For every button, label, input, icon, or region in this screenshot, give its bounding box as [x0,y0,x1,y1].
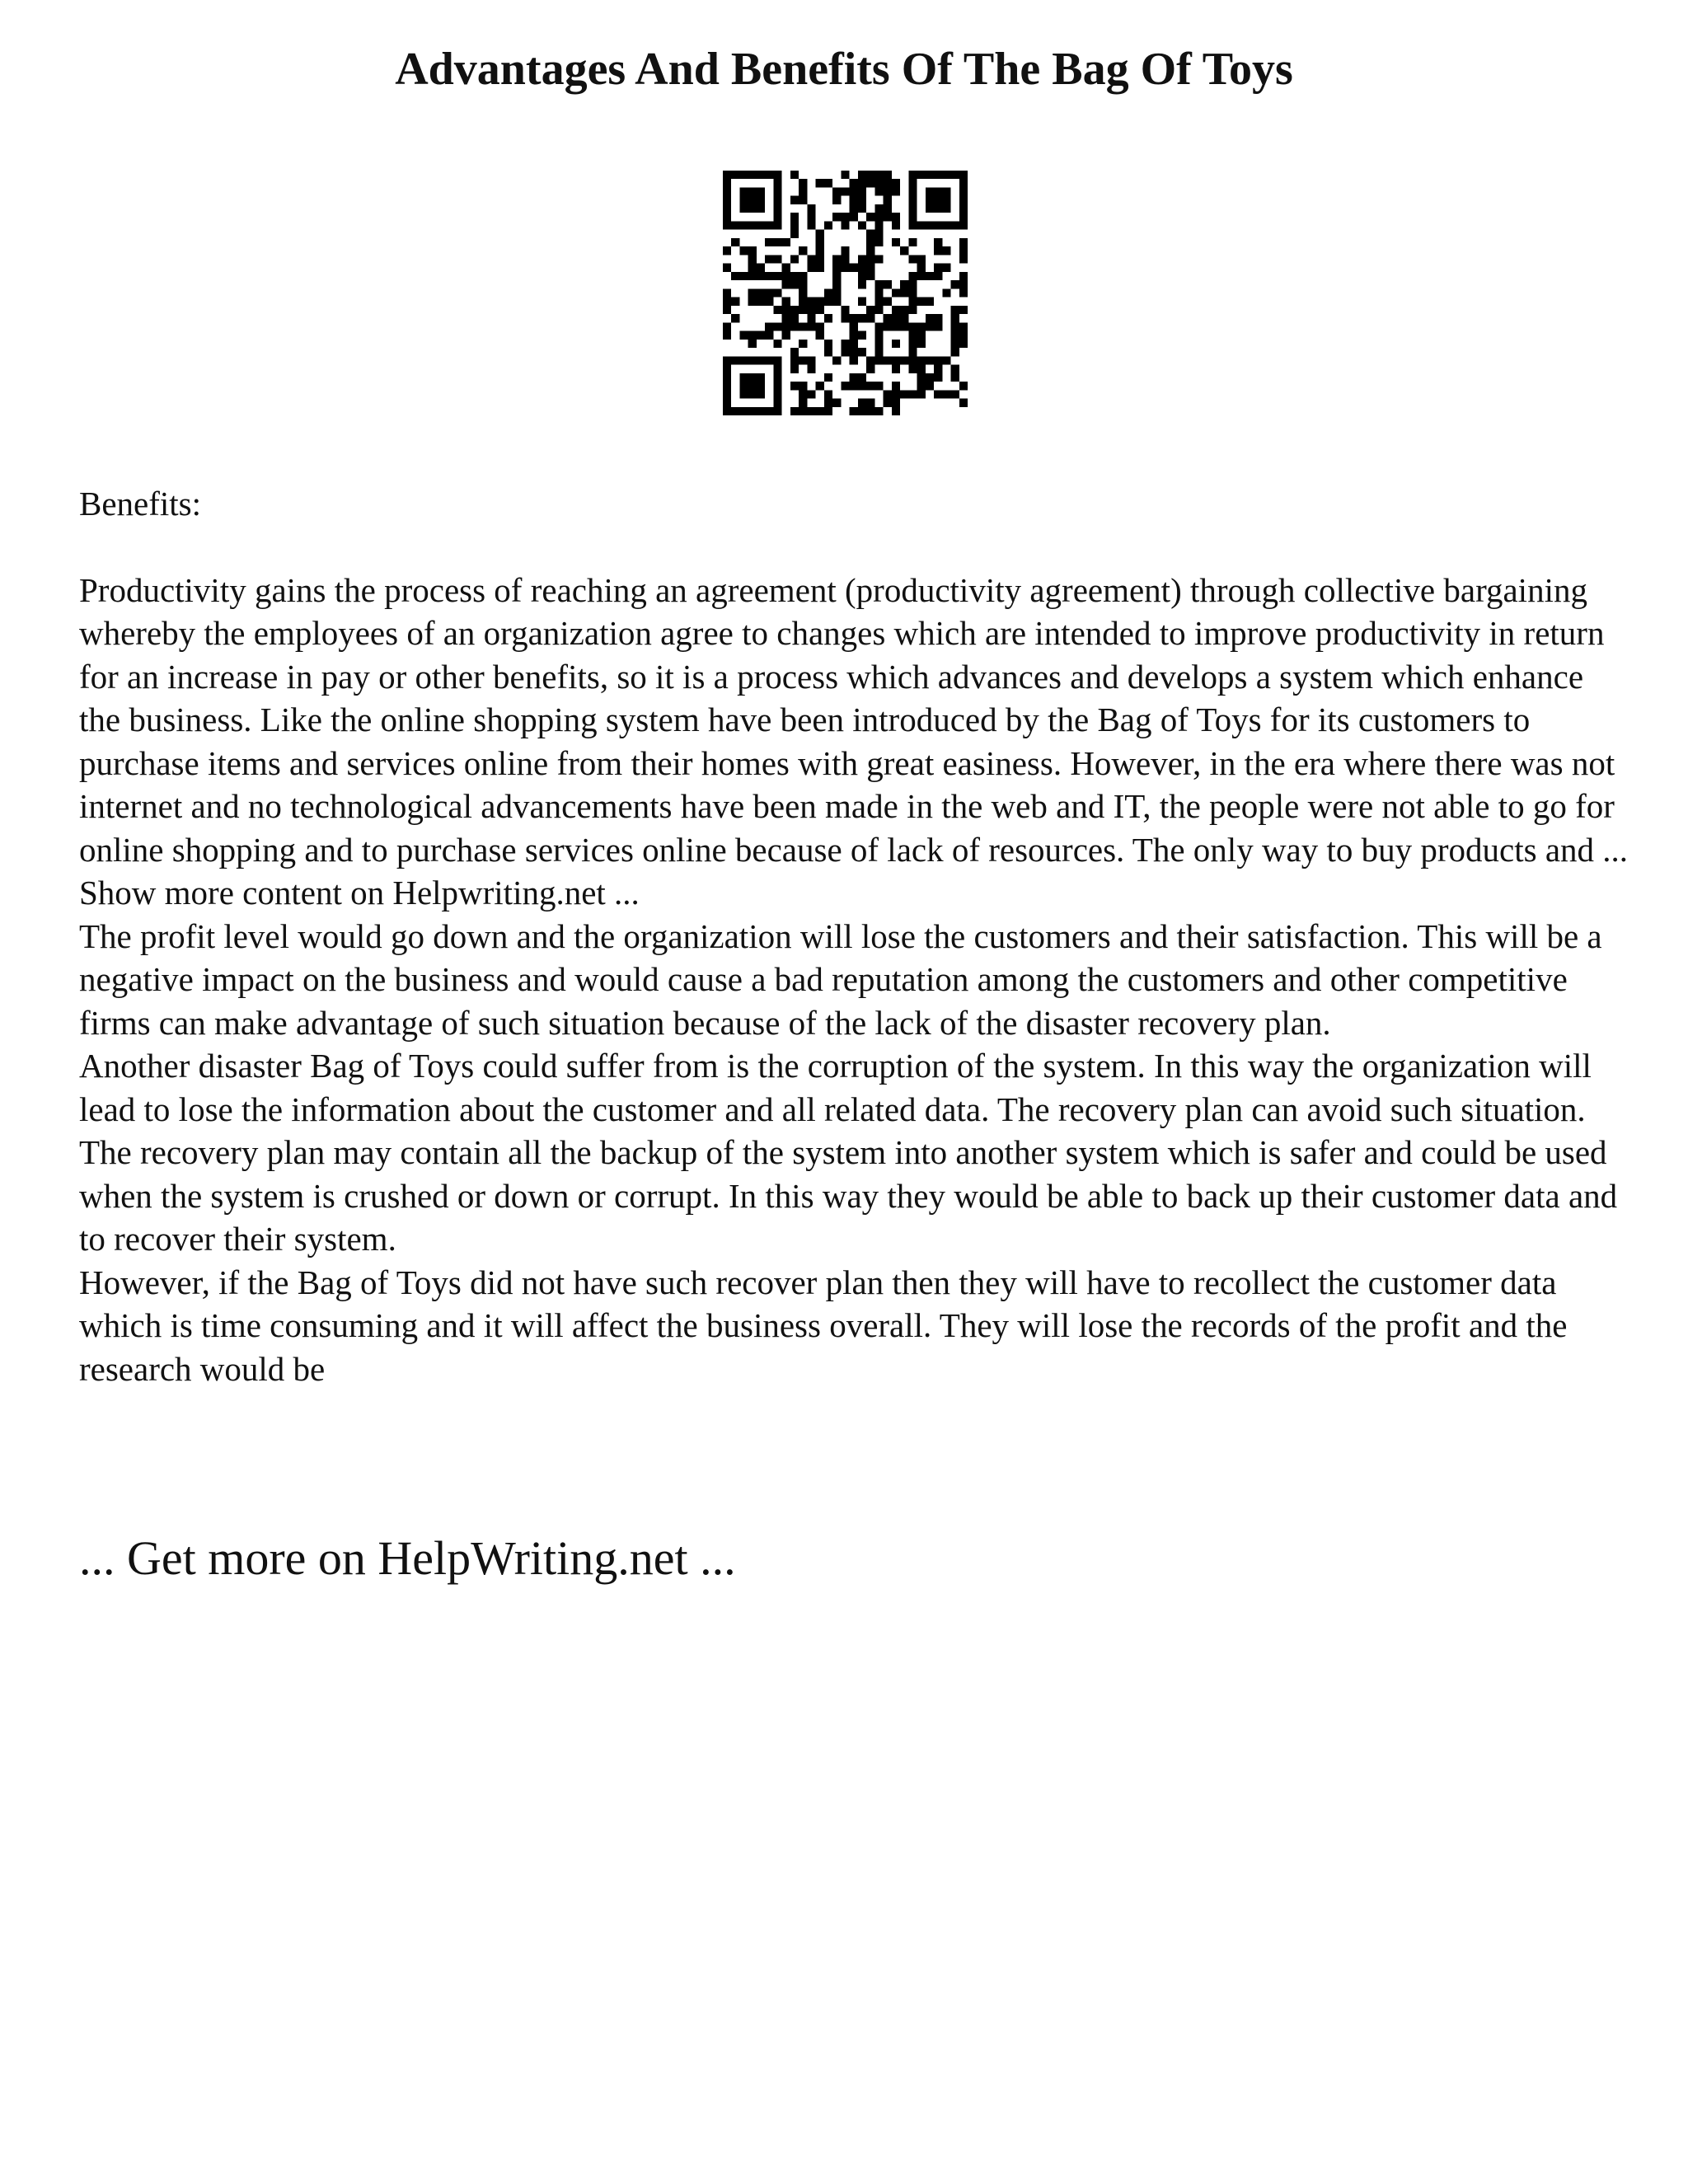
get-more-link[interactable]: ... Get more on HelpWriting.net ... [79,1531,736,1585]
paragraph-system-corruption: Another disaster Bag of Toys could suffer from is the corruption of the system. In this way the organization will lead to lose the information about the customer and all related data. The recovery plan can avoid such situation. The recovery plan may contain all the backup of the system into another system which is safer and could be used when the system is crushed or down or corrupt. In this way they would be able to back up their customer data and to recover their system. [79,1047,1618,1258]
paragraph-profit-level: The profit level would go down and the organization will lose the customers and their satisfaction. This will be a negative impact on the business and would cause a bad reputation among the customers and other competitive firms can make advantage of such situation because of the lack of the disaster recovery plan. [79,916,1602,1042]
section-label: Benefits: [79,485,202,523]
paragraph-recover-plan: However, if the Bag of Toys did not have such recover plan then they will have to recollect the customer data which is time consuming and it will affect the business overall. They will lose the records of the profit and the research would be [79,1263,1568,1388]
page-title: Advantages And Benefits Of The Bag Of Toys [395,44,1293,95]
qr-code-icon [723,171,968,415]
article-body [79,482,1629,1390]
paragraph-productivity: Productivity gains the process of reaching an agreement (productivity agreement) through collective bargaining whereby the employees of an organization agree to changes which are intended to improve productivity in return for an increase in pay or other benefits, so it is a process which advances and develops a system which enhance the business. Like the online shopping system have been introduced by the Bag of Toys for its customers to purchase items and services online from their homes with great easiness. However, in the era where there was not internet and no technological advancements have been made in the web and IT, the people were not able to go for online shopping and to purchase services online because of lack of resources. The only way to buy products and ... Show more content on Helpwriting.net ... [79,570,1629,912]
